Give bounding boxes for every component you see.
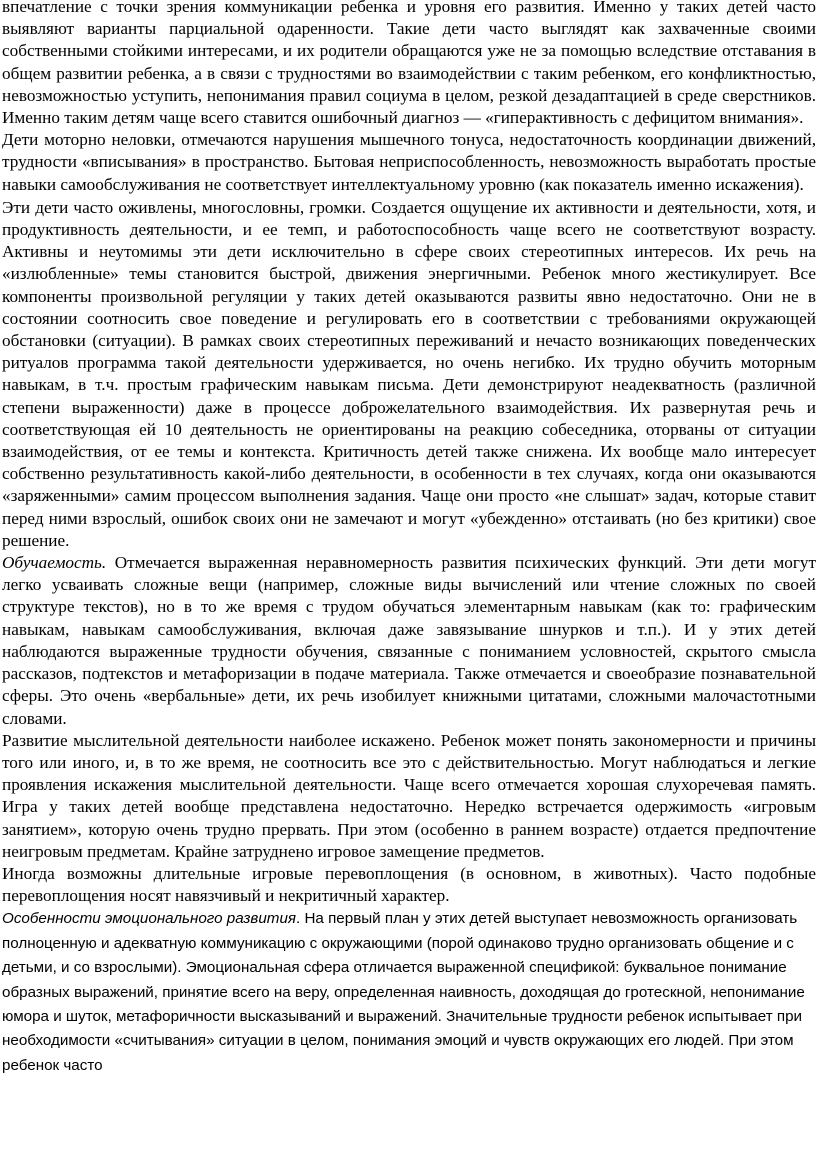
paragraph-emotional-development: [2, 907, 816, 1078]
paragraph-communication-impression: впечатление с точки зрения коммуникации ребенка и уровня его развития. Именно у таких детей часто выявляют варианты парциальной одаренности. Такие дети часто выглядят как захваченные своими собственными стойкими интересами, и их родители обращаются уже не за помощью вследствие отставания в общем развитии ребенка, а в связи с трудностями во взаимодействии с таким ребенком, его конфликтностью, невозможностью уступить, непонимания правил социума в целом, резкой дезадаптацией в среде сверстников. Именно таким детям чаще всего ставится ошибочный диагноз — «гиперактивность с дефицитом внимания».: [2, 0, 816, 128]
paragraph-learning-ability: [2, 552, 816, 730]
paragraph-role-play: Иногда возможны длительные игровые перевоплощения (в основном, в животных). Часто подобные перевоплощения носят навязчивый и некритичный характер.: [2, 863, 816, 906]
emotional-development-heading: Особенности эмоционального развития: [2, 910, 296, 928]
learning-ability-text: Отмечается выраженная неравномерность развития психических функций. Эти дети могут легко усваивать сложные вещи (например, сложные виды вычислений или чтение сложных по своей структуре текстов), но в то же время с трудом обучаться элементарным навыкам (как то: графическим навыкам, навыкам самообслуживания, включая даже завязывание шнурков и т.п.). И у этих детей наблюдаются выраженные трудности обучения, связанные с пониманием условностей, скрытого смысла рассказов, подтекстов и метафоризации в подаче материала. Также отмечается и своеобразие познавательной сферы. Это очень «вербальные» дети, их речь изобилует книжными цитатами, сложными малочастотными словами.: [2, 553, 816, 728]
paragraph-activity-regulation: Эти дети часто оживлены, многословны, громки. Создается ощущение их активности и деятельности, хотя, и продуктивность деятельности, и ее темп, и работоспособность чаще всего не соответствуют возрасту. Активны и неутомимы эти дети исключительно в сфере своих стереотипных интересов. Их речь на «излюбленные» темы становится быстрой, движения энергичными. Ребенок много жестикулирует. Все компоненты произвольной регуляции у таких детей оказываются развиты явно недостаточно. Они не в состоянии соотносить свое поведение и регулировать его в соответствии с требованиями окружающей обстановки (ситуации). В рамках своих стереотипных переживаний и нечасто возникающих поведенческих ритуалов программа такой деятельности удерживается, но очень негибко. Их трудно обучить моторным навыкам, в т.ч. простым графическим навыкам письма. Дети демонстрируют неадекватность (различной степени выраженности) даже в процессе доброжелательного взаимодействия. Их развернутая речь и соответствующая ей 10 деятельность не ориентированы на реакцию собеседника, оторваны от ситуации взаимодействия, от ее темы и контекста. Критичность детей также снижена. Их вообще мало интересует собственно результативность какой-либо деятельности, в особенности в тех случаях, когда они оказываются «заряженными» самим процессом выполнения задания. Чаще они просто «не слышат» задач, которые ставит перед ними взрослый, ошибок своих они не замечают и могут «убежденно» отстаивать (но без критики) свое решение.: [2, 197, 816, 550]
learning-ability-heading: Обучаемость.: [2, 553, 107, 573]
paragraph-thinking-development: Развитие мыслительной деятельности наиболее искажено. Ребенок может понять закономерности и причины того или иного, и, в то же время, не соотносить все это с действительностью. Могут наблюдаться и легкие проявления искажения мыслительной деятельности. Чаще всего отмечается хорошая слухоречевая память. Игра у таких детей вообще представлена недостаточно. Нередко встречается одержимость «игровым занятием», которую очень трудно прервать. При этом (особенно в раннем возрасте) отдается предпочтение неигровым предметам. Крайне затруднено игровое замещение предметов.: [2, 730, 816, 861]
emotional-development-text: . На первый план у этих детей выступает невозможность организовать полноценную и адекватную коммуникацию с окружающими (порой одинаково трудно организовать общение и с детьми, и со взрослыми). Эмоциональная сфера отличается выраженной спецификой: буквальное понимание образных выражений, принятие всего на веру, определенная наивность, доходящая до гротескной, непонимание юмора и шуток, метафоричности высказываний и выражений. Значительные трудности ребенок испытывает при необходимости «считывания» ситуации в целом, понимания эмоций и чувств окружающих его людей. При этом ребенок часто: [2, 910, 805, 1074]
paragraph-motor-skills: Дети моторно неловки, отмечаются нарушения мышечного тонуса, недостаточность координации движений, трудности «вписывания» в пространство. Бытовая неприспособленность, невозможность выработать простые навыки самообслуживания не соответствует интеллектуальному уровню (как показатель именно искажения).: [2, 130, 816, 194]
